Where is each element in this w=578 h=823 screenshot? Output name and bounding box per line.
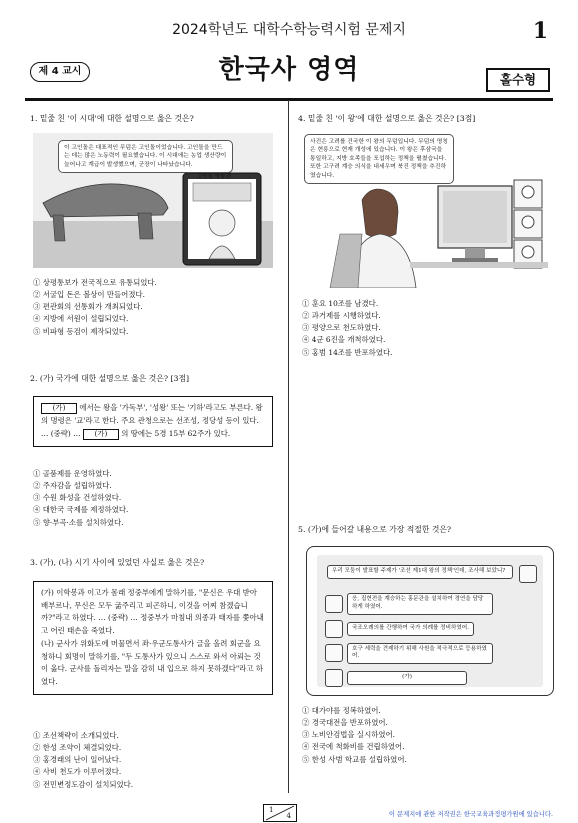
page-current: 1 — [269, 806, 274, 814]
q2-option-2[interactable]: ② 주자감을 설립하였다. — [33, 481, 112, 491]
chat-avatar-4 — [325, 669, 343, 687]
question-3-stem: 3. (가), (나) 시기 사이에 있었던 사실로 옳은 것은? — [30, 558, 205, 567]
tablet-device — [183, 173, 261, 265]
q2-passage-text-2: 의 땅에는 5경 15부 62주가 있다. — [121, 428, 231, 438]
q4-option-5[interactable]: ⑤ 홍범 14조를 반포하였다. — [302, 347, 393, 357]
q3-passage-b: (나) 군사가 위화도에 머물면서 좌·우군도통사가 글을 올려 회군을 요청하니 회명이 말하기를, "두 도통사가 있으니 스스로 와서 아뢰는 것이 옳다. 군사를 돌리자는 말을 감히 내 입으로 하지 못하겠다"라고 하였다. — [41, 639, 264, 687]
q5-phone-frame — [306, 546, 554, 696]
q5-option-3[interactable]: ③ 노비안검법을 실시하였어. — [302, 730, 395, 740]
q5-chat-screen — [317, 555, 543, 687]
q1-speech-bubble: 이 고인돌은 대표적인 무덤은 고인돌이었습니다. 고인돌을 만드는 데는 많은 노동력이 필요했습니다. 이 시대에는 농업 생산량이 늘어나고 계급이 발생했으며, 군장이 나타났습니다. — [58, 140, 233, 173]
q2-passage — [33, 396, 273, 447]
question-1-options — [33, 278, 283, 339]
q2-option-5[interactable]: ⑤ 향·부곡·소를 설치하였다. — [33, 517, 124, 527]
q3-option-3[interactable]: ③ 홍경래의 난이 일어났다. — [33, 755, 122, 765]
q1-option-2[interactable]: ② 서굴입 돈은 볼상이 만들어졌다. — [33, 290, 145, 300]
chat-reply-2: 국조오례의를 간행하여 국가 의례를 정비하였어. — [347, 622, 474, 636]
question-4-options — [302, 299, 552, 360]
question-3-options — [33, 731, 283, 792]
q4-option-4[interactable]: ④ 4군 6진을 개척하였다. — [302, 335, 386, 345]
participant-avatars — [514, 180, 542, 268]
q4-option-2[interactable]: ② 과거제를 시행하였다. — [302, 311, 381, 321]
chat-avatar-3 — [325, 644, 343, 662]
q5-option-4[interactable]: ④ 전국에 척화비를 건립하였어. — [302, 742, 405, 752]
chat-blank-bubble: (가) — [347, 671, 467, 685]
question-2-stem: 2. (가) 국가에 대한 설명으로 옳은 것은? [3점] — [30, 374, 190, 383]
chat-avatar-1 — [325, 595, 343, 613]
q1-option-4[interactable]: ④ 지방에 서원이 설립되었다. — [33, 314, 129, 324]
question-2-options — [33, 469, 283, 530]
q3-option-4[interactable]: ④ 사비 천도가 이루어졌다. — [33, 767, 122, 777]
q1-option-3[interactable]: ③ 편관회의 선통회가 개최되었다. — [33, 302, 143, 312]
q5-option-2[interactable]: ② 경국대전을 반포하였어. — [302, 718, 388, 728]
chat-avatar-2 — [325, 620, 343, 638]
chat-question-bubble: 우리 모둠이 발표할 주제가 '조선 제1대 왕의 정책'인데, 조사해 보았니? — [327, 565, 513, 579]
exam-type-badge: 홀수형 — [486, 68, 550, 92]
page-fraction — [263, 804, 297, 822]
q5-option-1[interactable]: ① 대가야를 정복하였어. — [302, 706, 381, 715]
header-rule — [25, 98, 553, 101]
q4-option-3[interactable]: ③ 평양으로 천도하였다. — [302, 323, 381, 333]
chat-avatar-teacher — [519, 565, 537, 583]
q1-option-1[interactable]: ① 상평통보가 전국적으로 유통되었다. — [33, 278, 157, 287]
chat-reply-3: 호구 세력을 견제하기 위해 사원을 적극적으로 등용하였어. — [347, 643, 493, 665]
question-5-options — [302, 706, 552, 767]
page-number: 1 — [532, 18, 548, 44]
q2-blank-label-2: (가) — [83, 429, 119, 440]
chat-row-3 — [325, 643, 493, 665]
q3-passage-a: (가) 이학봉과 이고가 몸래 정중부에게 말하기를, "문신은 우대 받아 배부르나, 무신은 모두 굶주리고 피곤하니, 이것을 어찌 참겠습니까?"라고 하였다. … (중략) … 정중부가 마침내 의종과 태자를 쫓아내고 어린 태손을 죽였다. — [41, 588, 264, 635]
q2-blank-label: (가) — [41, 403, 77, 414]
exam-title: 2024학년도 대학수학능력시험 문제지 — [172, 22, 406, 38]
q2-option-1[interactable]: ① 골품제를 운영하였다. — [33, 469, 112, 478]
q2-option-4[interactable]: ④ 대한국 국제를 제정하였다. — [33, 505, 129, 515]
q4-option-1[interactable]: ① 훈요 10조를 남겼다. — [302, 299, 379, 308]
chat-row-2 — [325, 620, 493, 638]
q3-option-5[interactable]: ⑤ 전민변정도감이 설치되었다. — [33, 779, 134, 789]
period-badge: 제 4 교시 — [30, 62, 90, 82]
column-divider — [288, 100, 289, 793]
q2-passage-text: 에서는 왕을 '가독부', '성왕' 또는 '기하'라고도 부른다. 왕의 명령은 '교'라고 한다. 주요 관청으로는 선조성, 정당성 등이 있다. … (중략) … — [41, 403, 263, 438]
chat-row-1 — [325, 593, 493, 615]
subject-title: 한국사 영역 — [218, 55, 360, 85]
q1-tablet-label: 고인돌 박물관 — [197, 174, 231, 180]
chat-row-4 — [325, 669, 493, 687]
chat-reply-1: 응, 집현전을 계승하는 홍문관을 설치하여 경연을 담당하게 하였어. — [347, 593, 493, 615]
question-5-stem: 5. (가)에 들어갈 내용으로 가장 적절한 것은? — [298, 525, 452, 534]
question-1-stem: 1. 밑줄 친 '이 시대'에 대한 설명으로 옳은 것은? — [30, 114, 194, 123]
copyright-notice: 이 문제지에 관한 저작권은 한국교육과정평가원에 있습니다. — [388, 811, 553, 818]
q1-option-5[interactable]: ⑤ 비파형 동검이 제작되었다. — [33, 326, 129, 336]
q2-option-3[interactable]: ③ 수원 화성을 건설하였다. — [33, 493, 122, 503]
q3-option-1[interactable]: ① 조선책략이 소개되었다. — [33, 731, 119, 740]
q4-speech-bubble: 사진은 고려를 건국한 이 왕의 무덤입니다. 무덤의 명칭은 현릉으로 현재 개성에 있습니다. 이 왕은 후삼국을 통일하고, 지방 호족들을 포섭하는 정책을 펼쳤습니다. 또한 고구려 계승 의식을 내세우며 북진 정책을 추진하였습니다. — [304, 134, 454, 184]
q3-option-2[interactable]: ② 한성 조약이 체결되었다. — [33, 743, 122, 753]
question-4-stem: 4. 밑줄 친 '이 왕'에 대한 설명으로 옳은 것은? [3점] — [298, 114, 476, 123]
page-total: 4 — [286, 811, 291, 820]
q3-passage — [33, 581, 273, 695]
q5-option-5[interactable]: ⑤ 한성 사범 학교를 설립하였어. — [302, 754, 407, 764]
